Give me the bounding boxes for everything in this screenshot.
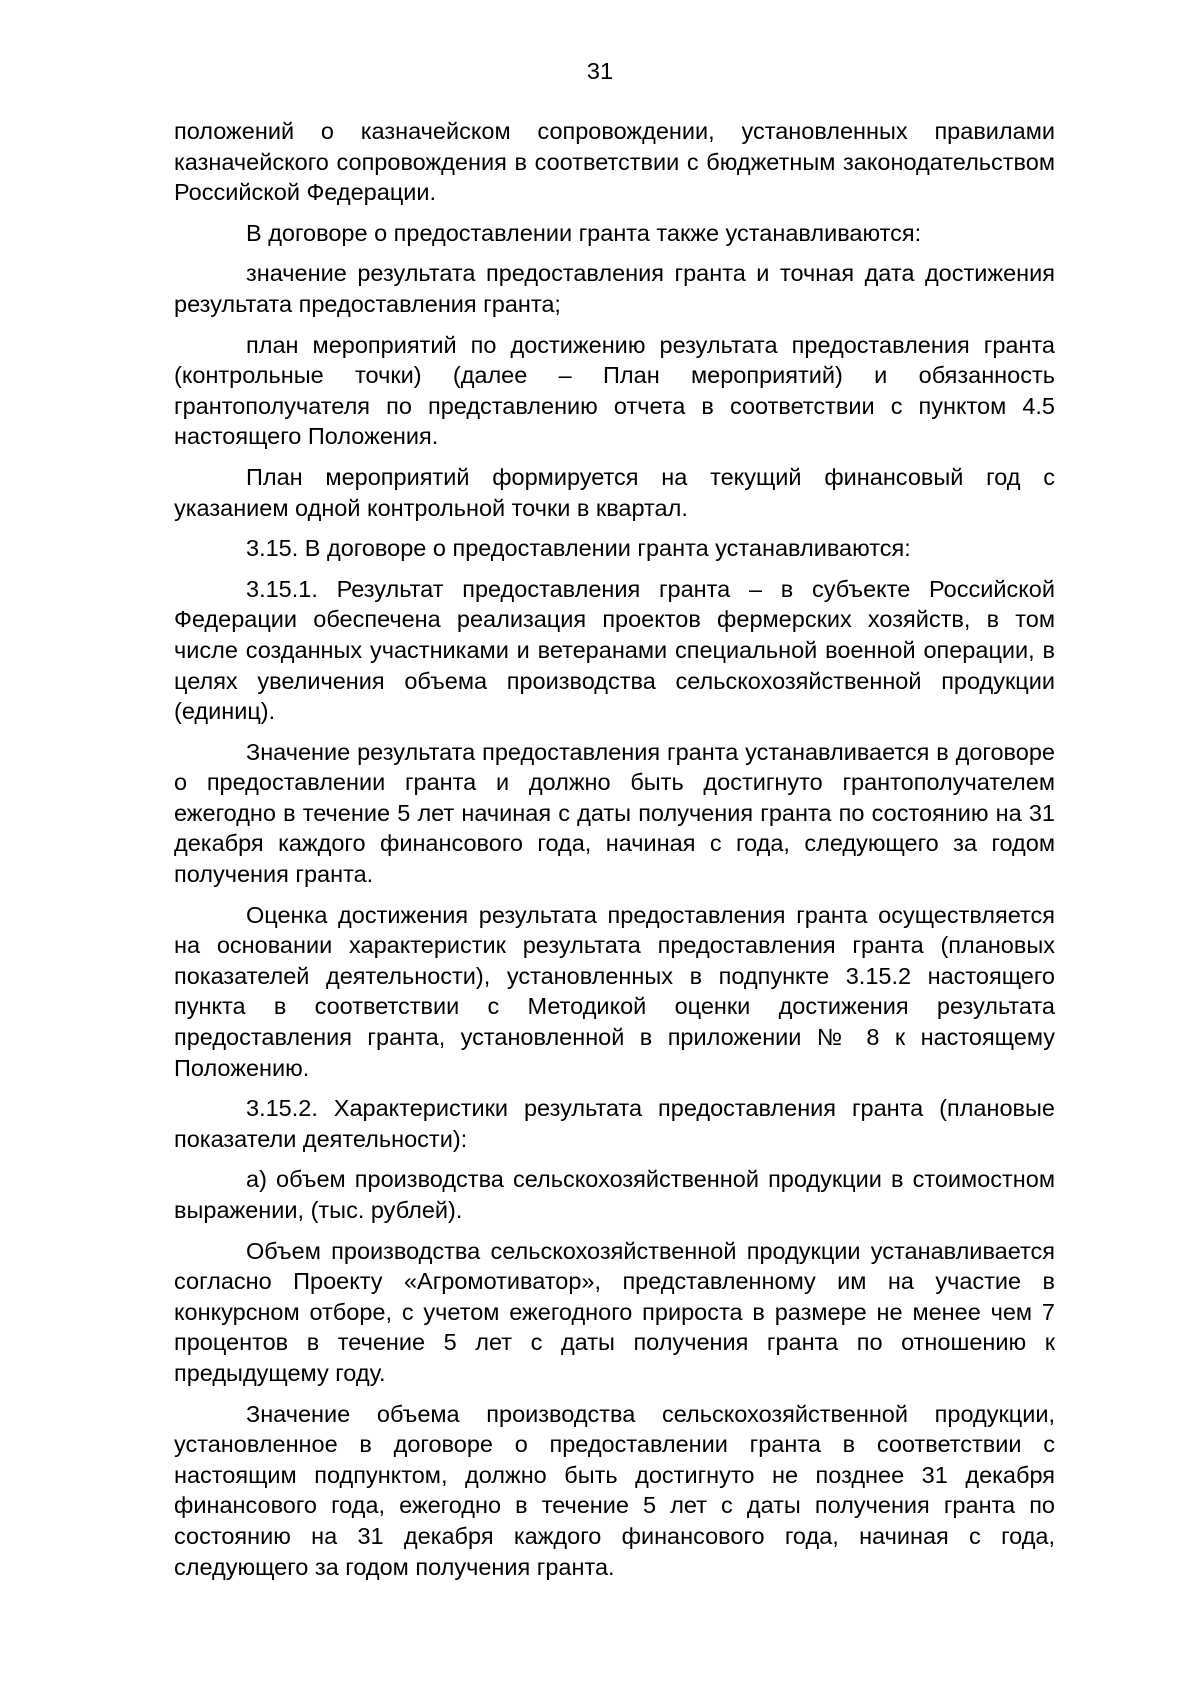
subsection-3-15-1: 3.15.1. Результат предоставления гранта – в субъекте Российской Федерации обеспечена реализация проектов фермерских хозяйств, в том числе созданных участниками и ветеранами специальной военной операции, в целях увеличения объема производства сельскохозяйственной продукции (единиц).: [174, 575, 1055, 725]
paragraph: план мероприятий по достижению результата предоставления гранта (контрольные точки) (далее – План мероприятий) и обязанность грантополучателя по представлению отчета в соответствии с пунктом 4.5 настоящего Положения.: [174, 331, 1055, 450]
paragraph: Значение результата предоставления гранта устанавливается в договоре о предоставлении гранта и должно быть достигнуто грантополучателем ежегодно в течение 5 лет начиная с даты получения гранта по состоянию на 31 декабря каждого финансового года, начиная с года, следующего за годом получения гранта.: [174, 738, 1055, 888]
list-item-a: а) объем производства сельскохозяйственной продукции в стоимостном выражении, (тыс. рублей).: [174, 1166, 1055, 1223]
paragraph: Объем производства сельскохозяйственной продукции устанавливается согласно Проекту «Агромотиватор», представленному им на участие в конкурсном отборе, с учетом ежегодного прироста в размере не менее чем 7 процентов в течение 5 лет с даты получения гранта по отношению к предыдущему году.: [174, 1237, 1055, 1386]
page-number: 31: [586, 58, 614, 84]
subsection-3-15-2: 3.15.2. Характеристики результата предоставления гранта (плановые показатели деятельности):: [174, 1095, 1055, 1152]
paragraph: значение результата предоставления гранта и точная дата достижения результата предоставления гранта;: [174, 260, 1055, 317]
paragraph: Оценка достижения результата предоставления гранта осуществляется на основании характеристик результата предоставления гранта (плановых показателей деятельности), установленных в подпункте 3.15.2 настоящего пункта в соответствии с Методикой оценки достижения результата предоставления гранта, установленной в приложении № 8 к настоящему Положению.: [174, 901, 1055, 1081]
paragraph: В договоре о предоставлении гранта также устанавливаются:: [246, 219, 922, 246]
paragraph: Значение объема производства сельскохозяйственной продукции, установленное в договоре о предоставлении гранта в соответствии с настоящим подпунктом, должно быть достигнуто не позднее 31 декабря финансового года, ежегодно в течение 5 лет с даты получения гранта по состоянию на 31 декабря каждого финансового года, начиная с года, следующего за годом получения гранта.: [174, 1400, 1055, 1580]
paragraph: План мероприятий формируется на текущий финансовый год с указанием одной контрольной точки в квартал.: [174, 463, 1055, 521]
section-heading-3-15: 3.15. В договоре о предоставлении гранта устанавливаются:: [246, 535, 911, 562]
paragraph-continuation: положений о казначейском сопровождении, установленных правилами казначейского сопровождения в соответствии с бюджетным законодательством Российской Федерации.: [174, 118, 1055, 206]
document-body: [174, 116, 1055, 1592]
